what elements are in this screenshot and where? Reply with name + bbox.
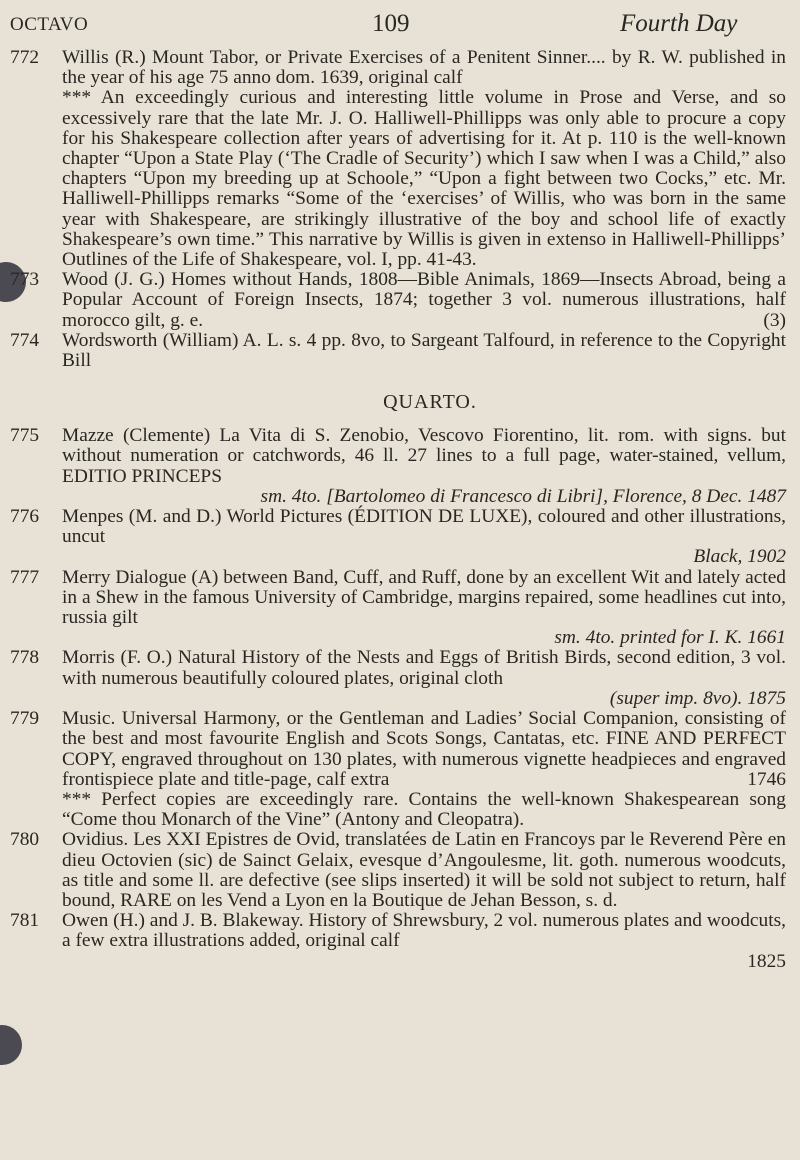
catalogue-entry	[0, 568, 800, 649]
page-number: 109	[372, 10, 410, 37]
entry-text: Mazze (Clemente) La Vita di S. Zenobio, Vescovo Fiorentino, lit. rom. with signs. but without numeration or catchwords, 46 ll. 27 lines to a full page, water-stained, vellum, EDITIO PRINCEPS	[62, 425, 786, 487]
lot-number: 773	[10, 269, 40, 291]
entry-text: Wordsworth (William) A. L. s. 4 pp. 8vo, to Sargeant Talfourd, in reference to the Copyright Bill	[62, 329, 786, 372]
entry-note: *** An exceedingly curious and interesting little volume in Prose and Verse, and so excessively rare that the late Mr. J. O. Halliwell-Phillipps was only able to procure a copy for his Shakespeare collection after years of advertising for it. At p. 110 is the well-known chapter “Upon a State Play (‘The Cradle of Security’) which I saw when I was a Child,” also chapters “Upon my breeding up at Schoole,” “Upon a fight between two Cocks,” etc. Mr. Halliwell-Phillipps remarks “Some of the ‘exercises’ of Willis, who was born in the same year with Shakespeare, are strikingly illustrative of the boy and school life of exactly Shakespeare’s own time.” This narrative by Willis is given in extenso in Halliwell-Phillipps’ Outlines of the Life of Shakespeare, vol. I, pp. 41-43.	[62, 87, 786, 271]
catalogue-entry	[0, 48, 800, 270]
entry-text: Merry Dialogue (A) between Band, Cuff, and Ruff, done by an excellent Wit and lately acted in a Shew in the famous University of Cambridge, margins repaired, some headlines cut into, russia gilt	[62, 566, 786, 629]
entry-text: Willis (R.) Mount Tabor, or Private Exercises of a Penitent Sinner.... by R. W. published in the year of his age 75 anno dom. 1639, original calf	[62, 47, 786, 89]
lot-number: 772	[10, 47, 40, 68]
entry-quantity: (3)	[763, 309, 786, 331]
entry-imprint: sm. 4to. printed for I. K. 1661	[554, 627, 786, 649]
lot-number: 780	[10, 829, 40, 851]
entry-date: 1746	[747, 768, 786, 790]
entry-note: *** Perfect copies are exceedingly rare. Contains the well-known Shakespearean song “Come thou Monarch of the Vine” (Antony and Cleopatra).	[62, 788, 786, 831]
entry-text: Owen (H.) and J. B. Blakeway. History of Shrewsbury, 2 vol. numerous plates and woodcuts, a few extra illustrations added, original calf	[62, 910, 786, 952]
lot-number: 777	[10, 566, 40, 588]
entry-text: Menpes (M. and D.) World Pictures (ÉDITION DE LUXE), coloured and other illustrations, uncut	[62, 506, 786, 548]
entry-text: Ovidius. Les XXI Epistres de Ovid, translatées de Latin en Francoys par le Reverend Père en dieu Octovien (sic) de Sainct Gelaix, evesque d’Angoulesme, lit. goth. numerous woodcuts, as title and some ll. are defective (see slips inserted) it will be sold not subject to return, half bound, RARE on les Vend a Lyon en la Boutique de Jehan Besson, s. d.	[62, 829, 786, 911]
catalogue-entries	[0, 44, 800, 972]
entry-imprint: (super imp. 8vo). 1875	[609, 687, 786, 709]
running-header	[0, 8, 800, 42]
lot-number: 781	[10, 910, 40, 932]
catalogue-entry	[0, 911, 800, 972]
catalogue-entry	[0, 830, 800, 911]
lot-number: 776	[10, 506, 40, 528]
entry-imprint: Black, 1902	[693, 546, 786, 568]
header-day: Fourth Day	[620, 10, 738, 37]
entry-text: Music. Universal Harmony, or the Gentleman and Ladies’ Social Companion, consisting of the best and most favourite English and Scots Songs, Cantatas, etc. FINE AND PERFECT COPY, engraved throughout on 130 plates, with numerous vignette headpieces and engraved frontispiece plate and title-page, calf extra	[62, 708, 786, 790]
header-octavo: OCTAVO	[10, 14, 89, 35]
entry-imprint: sm. 4to. [Bartolomeo di Francesco di Libri], Florence, 8 Dec. 1487	[260, 485, 786, 507]
catalogue-entry	[0, 270, 800, 331]
lot-number: 775	[10, 425, 40, 447]
catalogue-entry	[0, 648, 800, 709]
entry-text: Wood (J. G.) Homes without Hands, 1808—Bible Animals, 1869—Insects Abroad, being a Popular Account of Foreign Insects, 1874; together 3 vol. numerous illustrations, half morocco gilt, g. e.	[62, 269, 786, 331]
page-edge-shadow	[0, 1025, 22, 1065]
lot-number: 779	[10, 708, 40, 730]
catalogue-entry	[0, 426, 800, 507]
catalogue-entry	[0, 331, 800, 371]
lot-number: 774	[10, 329, 40, 351]
section-heading: QUARTO.	[383, 391, 477, 414]
catalogue-entry	[0, 507, 800, 568]
lot-number: 778	[10, 647, 40, 669]
entry-text: Morris (F. O.) Natural History of the Nests and Eggs of British Birds, second edition, 3 vol. with numerous beautifully coloured plates, original cloth	[62, 647, 786, 689]
entry-date: 1825	[747, 950, 786, 972]
catalogue-entry	[0, 709, 800, 830]
